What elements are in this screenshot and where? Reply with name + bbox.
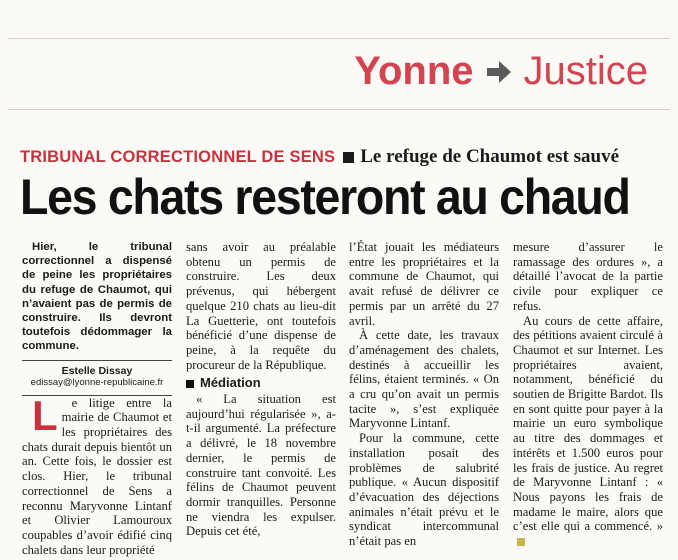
- column-2: [186, 240, 336, 539]
- kicker-topic: Le refuge de Chaumot est sauvé: [360, 146, 620, 167]
- kicker: [20, 146, 619, 168]
- dropcap: L: [32, 391, 58, 439]
- paragraph: l’État jouait les médiateurs entre les propriétaires et la commune de Chaumot, qui avait refusé de délivrer ce permis par un arrêté du 27 avril.: [349, 240, 499, 328]
- byline: [22, 360, 172, 389]
- paragraph: [513, 314, 663, 549]
- column-3: [349, 240, 499, 549]
- section-name: Yonne: [354, 49, 474, 93]
- subheading: [186, 376, 336, 391]
- paragraph: « La situation est aujourd’hui régularisée », a-t-il argumenté. La préfecture a délivré, le 18 novembre dernier, le permis de construire tant convoité. Les félins de Chaumot peuvent dormir tranquilles. Personne ne viendra les expulser. Depuis cet été,: [186, 392, 336, 539]
- section-title: [354, 49, 648, 94]
- lead-text: e litige entre la mairie de Chaumot et les propriétaires des chats durait depuis bientôt un an. Cette fois, le dossier est clos. Hier, le tribunal correctionnel de Sens a reconnu Maryvonne Lintanf et Olivier Lamouroux coupables d’avoir édifié cinq chalets dans leur propriété: [22, 395, 172, 557]
- square-bullet-icon: [186, 380, 194, 388]
- chapo: Hier, le tribunal correctionnel a dispensé de peine les propriétaires du refuge de Chaumot, qui n’avaient pas de permis de construire. Ils devront toutefois dédommager la commune.: [22, 241, 172, 353]
- paragraph: sans avoir au préalable obtenu un permis de construire. Les deux prévenus, qui hébergent quelque 210 chats au lieu-dit La Guetterie, ont toutefois bénéficié d’une dispense de peine, à la requête du procureur de la République.: [186, 240, 336, 372]
- paragraph: Pour la commune, cette installation posait des problèmes de salubrité publique. « Aucun dispositif d’évacuation des déjections animales n’était prévu et le syndicat intercommunal n’était pas en: [349, 431, 499, 549]
- section-header: [8, 38, 670, 110]
- paragraph: À cette date, les travaux d’aménagement des chalets, destinés à accueillir les félins, étaient terminés. « On a cru qu’on avait un permis tacite », s’est expliquée Maryvonne Lintanf.: [349, 328, 499, 431]
- arrow-right-icon: [484, 57, 514, 87]
- author-email: edissay@lyonne-republicaine.fr: [30, 376, 164, 388]
- subheading-text: Médiation: [200, 375, 261, 391]
- section-subtitle: Justice: [523, 49, 648, 93]
- kicker-court: TRIBUNAL CORRECTIONNEL DE SENS: [20, 147, 336, 166]
- paragraph: mesure d’assurer le ramassage des ordures », a détaillé l’avocat de la partie civile pour expliquer ce refus.: [513, 240, 663, 313]
- headline: Les chats resteront au chaud: [20, 169, 630, 225]
- square-bullet-icon: [343, 152, 354, 163]
- column-1: [22, 240, 172, 557]
- column-4: [513, 240, 663, 549]
- paragraph-text: Au cours de cette affaire, des pétitions avaient circulé à Chaumot et sur Internet. Les propriétaires avaient, notamment, bénéficié du soutien de Brigitte Bardot. Ils en sont quitte pour payer à la mairie un euro symbolique au titre des dommages et intérêts et 1.500 euros pour les frais de justice. Au regret de Maryvonne Lintanf : « Nous payons les frais de madame le maire, alors que c’est elle qui a commencé. »: [513, 313, 663, 534]
- lead-paragraph: [22, 391, 172, 558]
- end-mark-icon: [517, 538, 525, 546]
- author: Estelle Dissay: [61, 364, 133, 377]
